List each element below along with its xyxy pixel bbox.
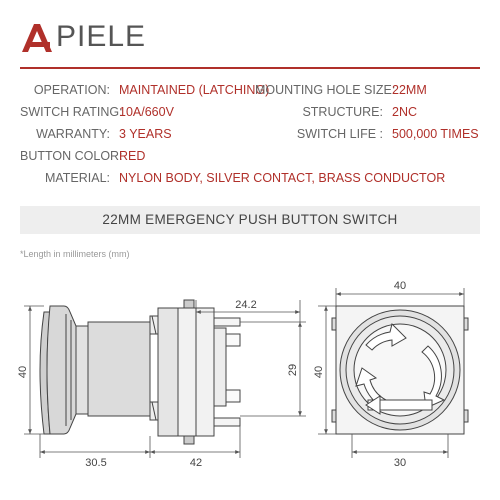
brand-name: PIELE <box>56 20 147 53</box>
spec-life-value: 500,000 TIMES <box>392 127 479 141</box>
spec-rating-label: SWITCH RATING: <box>20 105 123 119</box>
units-note: *Length in millimeters (mm) <box>20 249 130 259</box>
dim-terminal-length: 24.2 <box>235 299 257 311</box>
spec-operation-value: MAINTAINED (LATCHING) <box>119 83 270 97</box>
spec-structure-label: STRUCTURE: <box>302 105 383 119</box>
spec-warranty-label: WARRANTY: <box>36 127 110 141</box>
dim-front-inner: 30 <box>393 457 407 469</box>
spec-color-value: RED <box>119 149 146 163</box>
dim-body-length: 42 <box>189 457 203 469</box>
drawing-title: 22MM EMERGENCY PUSH BUTTON SWITCH <box>20 206 480 234</box>
spec-material-label: MATERIAL: <box>44 171 110 185</box>
dim-front-height: 40 <box>313 365 325 379</box>
spec-mounting-label: MOUNTING HOLE SIZE: <box>255 83 396 97</box>
side-view <box>40 300 240 444</box>
thread-top <box>150 316 158 334</box>
spec-material-value: NYLON BODY, SILVER CONTACT, BRASS CONDUCTOR <box>119 171 446 185</box>
spec-life-label: SWITCH LIFE : <box>296 127 383 141</box>
spec-operation-label: OPERATION: <box>33 83 110 97</box>
dim-height-side: 40 <box>17 365 29 379</box>
thread-bottom <box>150 402 158 420</box>
spec-warranty-value: 3 YEARS <box>119 127 172 141</box>
spec-mounting-value: 22MM <box>392 83 427 97</box>
dim-front-width: 40 <box>393 280 407 292</box>
spec-rating-value: 10A/660V <box>119 105 174 119</box>
dim-body-height: 29 <box>287 363 299 377</box>
spec-color-label: BUTTON COLOR: <box>20 149 123 163</box>
front-view <box>332 306 468 434</box>
spec-structure-value: 2NC <box>392 105 418 119</box>
dim-head-length: 30.5 <box>85 457 107 469</box>
